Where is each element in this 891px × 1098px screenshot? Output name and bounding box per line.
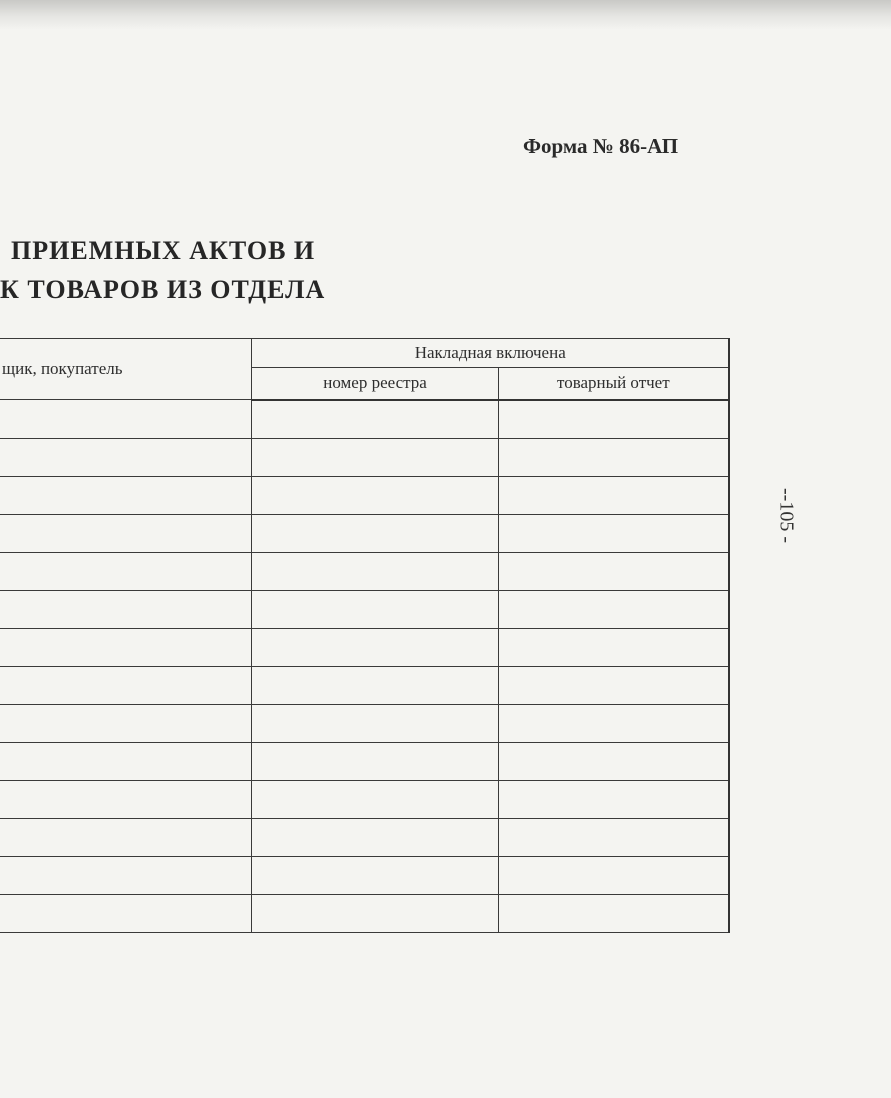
cell-register-number[interactable] bbox=[252, 894, 498, 932]
table-row bbox=[0, 742, 729, 780]
cell-register-number[interactable] bbox=[252, 438, 498, 476]
cell-supplier[interactable] bbox=[0, 514, 252, 552]
cell-supplier[interactable] bbox=[0, 742, 252, 780]
cell-goods-report[interactable] bbox=[498, 628, 729, 666]
table-body bbox=[0, 400, 729, 933]
cell-register-number[interactable] bbox=[252, 742, 498, 780]
column-header-supplier bbox=[0, 339, 252, 400]
table-row bbox=[0, 438, 729, 476]
cell-register-number[interactable] bbox=[252, 666, 498, 704]
cell-register-number[interactable] bbox=[252, 704, 498, 742]
cell-supplier[interactable] bbox=[0, 552, 252, 590]
cell-register-number[interactable] bbox=[252, 400, 498, 439]
cell-register-number[interactable] bbox=[252, 552, 498, 590]
cell-register-number[interactable] bbox=[252, 628, 498, 666]
table-row bbox=[0, 704, 729, 742]
cell-supplier[interactable] bbox=[0, 666, 252, 704]
cell-supplier[interactable] bbox=[0, 818, 252, 856]
cell-goods-report[interactable] bbox=[498, 818, 729, 856]
cell-supplier[interactable] bbox=[0, 628, 252, 666]
table-row bbox=[0, 818, 729, 856]
cell-goods-report[interactable] bbox=[498, 438, 729, 476]
cell-register-number[interactable] bbox=[252, 818, 498, 856]
column-header-register-number: номер реестра bbox=[252, 368, 498, 400]
document-title-line-2: К ТОВАРОВ ИЗ ОТДЕЛА bbox=[0, 275, 326, 304]
cell-goods-report[interactable] bbox=[498, 780, 729, 818]
table-row bbox=[0, 476, 729, 514]
register-table bbox=[0, 338, 730, 933]
cell-register-number[interactable] bbox=[252, 856, 498, 894]
table-row bbox=[0, 894, 729, 932]
cell-supplier[interactable] bbox=[0, 780, 252, 818]
table-row bbox=[0, 400, 729, 439]
column-header-supplier-label: щик, покупатель bbox=[2, 359, 123, 378]
cell-supplier[interactable] bbox=[0, 856, 252, 894]
table-row bbox=[0, 628, 729, 666]
table-row bbox=[0, 514, 729, 552]
cell-goods-report[interactable] bbox=[498, 742, 729, 780]
cell-goods-report[interactable] bbox=[498, 514, 729, 552]
register-table-container bbox=[0, 338, 730, 933]
table-row bbox=[0, 856, 729, 894]
cell-supplier[interactable] bbox=[0, 438, 252, 476]
cell-supplier[interactable] bbox=[0, 400, 252, 439]
table-row bbox=[0, 666, 729, 704]
cell-goods-report[interactable] bbox=[498, 704, 729, 742]
table-row bbox=[0, 590, 729, 628]
cell-goods-report[interactable] bbox=[498, 552, 729, 590]
table-row bbox=[0, 552, 729, 590]
document-title-line-1: ПРИЕМНЫХ АКТОВ И bbox=[11, 236, 316, 265]
table-row bbox=[0, 780, 729, 818]
scan-edge-shadow bbox=[0, 0, 891, 30]
column-header-goods-report: товарный отчет bbox=[498, 368, 729, 400]
table-header-row bbox=[0, 339, 729, 368]
cell-register-number[interactable] bbox=[252, 476, 498, 514]
cell-supplier[interactable] bbox=[0, 590, 252, 628]
cell-register-number[interactable] bbox=[252, 780, 498, 818]
form-number: Форма № 86-АП bbox=[523, 134, 679, 158]
cell-goods-report[interactable] bbox=[498, 856, 729, 894]
cell-supplier[interactable] bbox=[0, 476, 252, 514]
cell-goods-report[interactable] bbox=[498, 590, 729, 628]
page-number: --105 - bbox=[775, 488, 798, 543]
cell-goods-report[interactable] bbox=[498, 476, 729, 514]
column-header-invoice-included: Накладная включена bbox=[252, 339, 729, 368]
cell-goods-report[interactable] bbox=[498, 666, 729, 704]
cell-register-number[interactable] bbox=[252, 514, 498, 552]
cell-goods-report[interactable] bbox=[498, 894, 729, 932]
cell-supplier[interactable] bbox=[0, 704, 252, 742]
cell-supplier[interactable] bbox=[0, 894, 252, 932]
cell-goods-report[interactable] bbox=[498, 400, 729, 439]
cell-register-number[interactable] bbox=[252, 590, 498, 628]
